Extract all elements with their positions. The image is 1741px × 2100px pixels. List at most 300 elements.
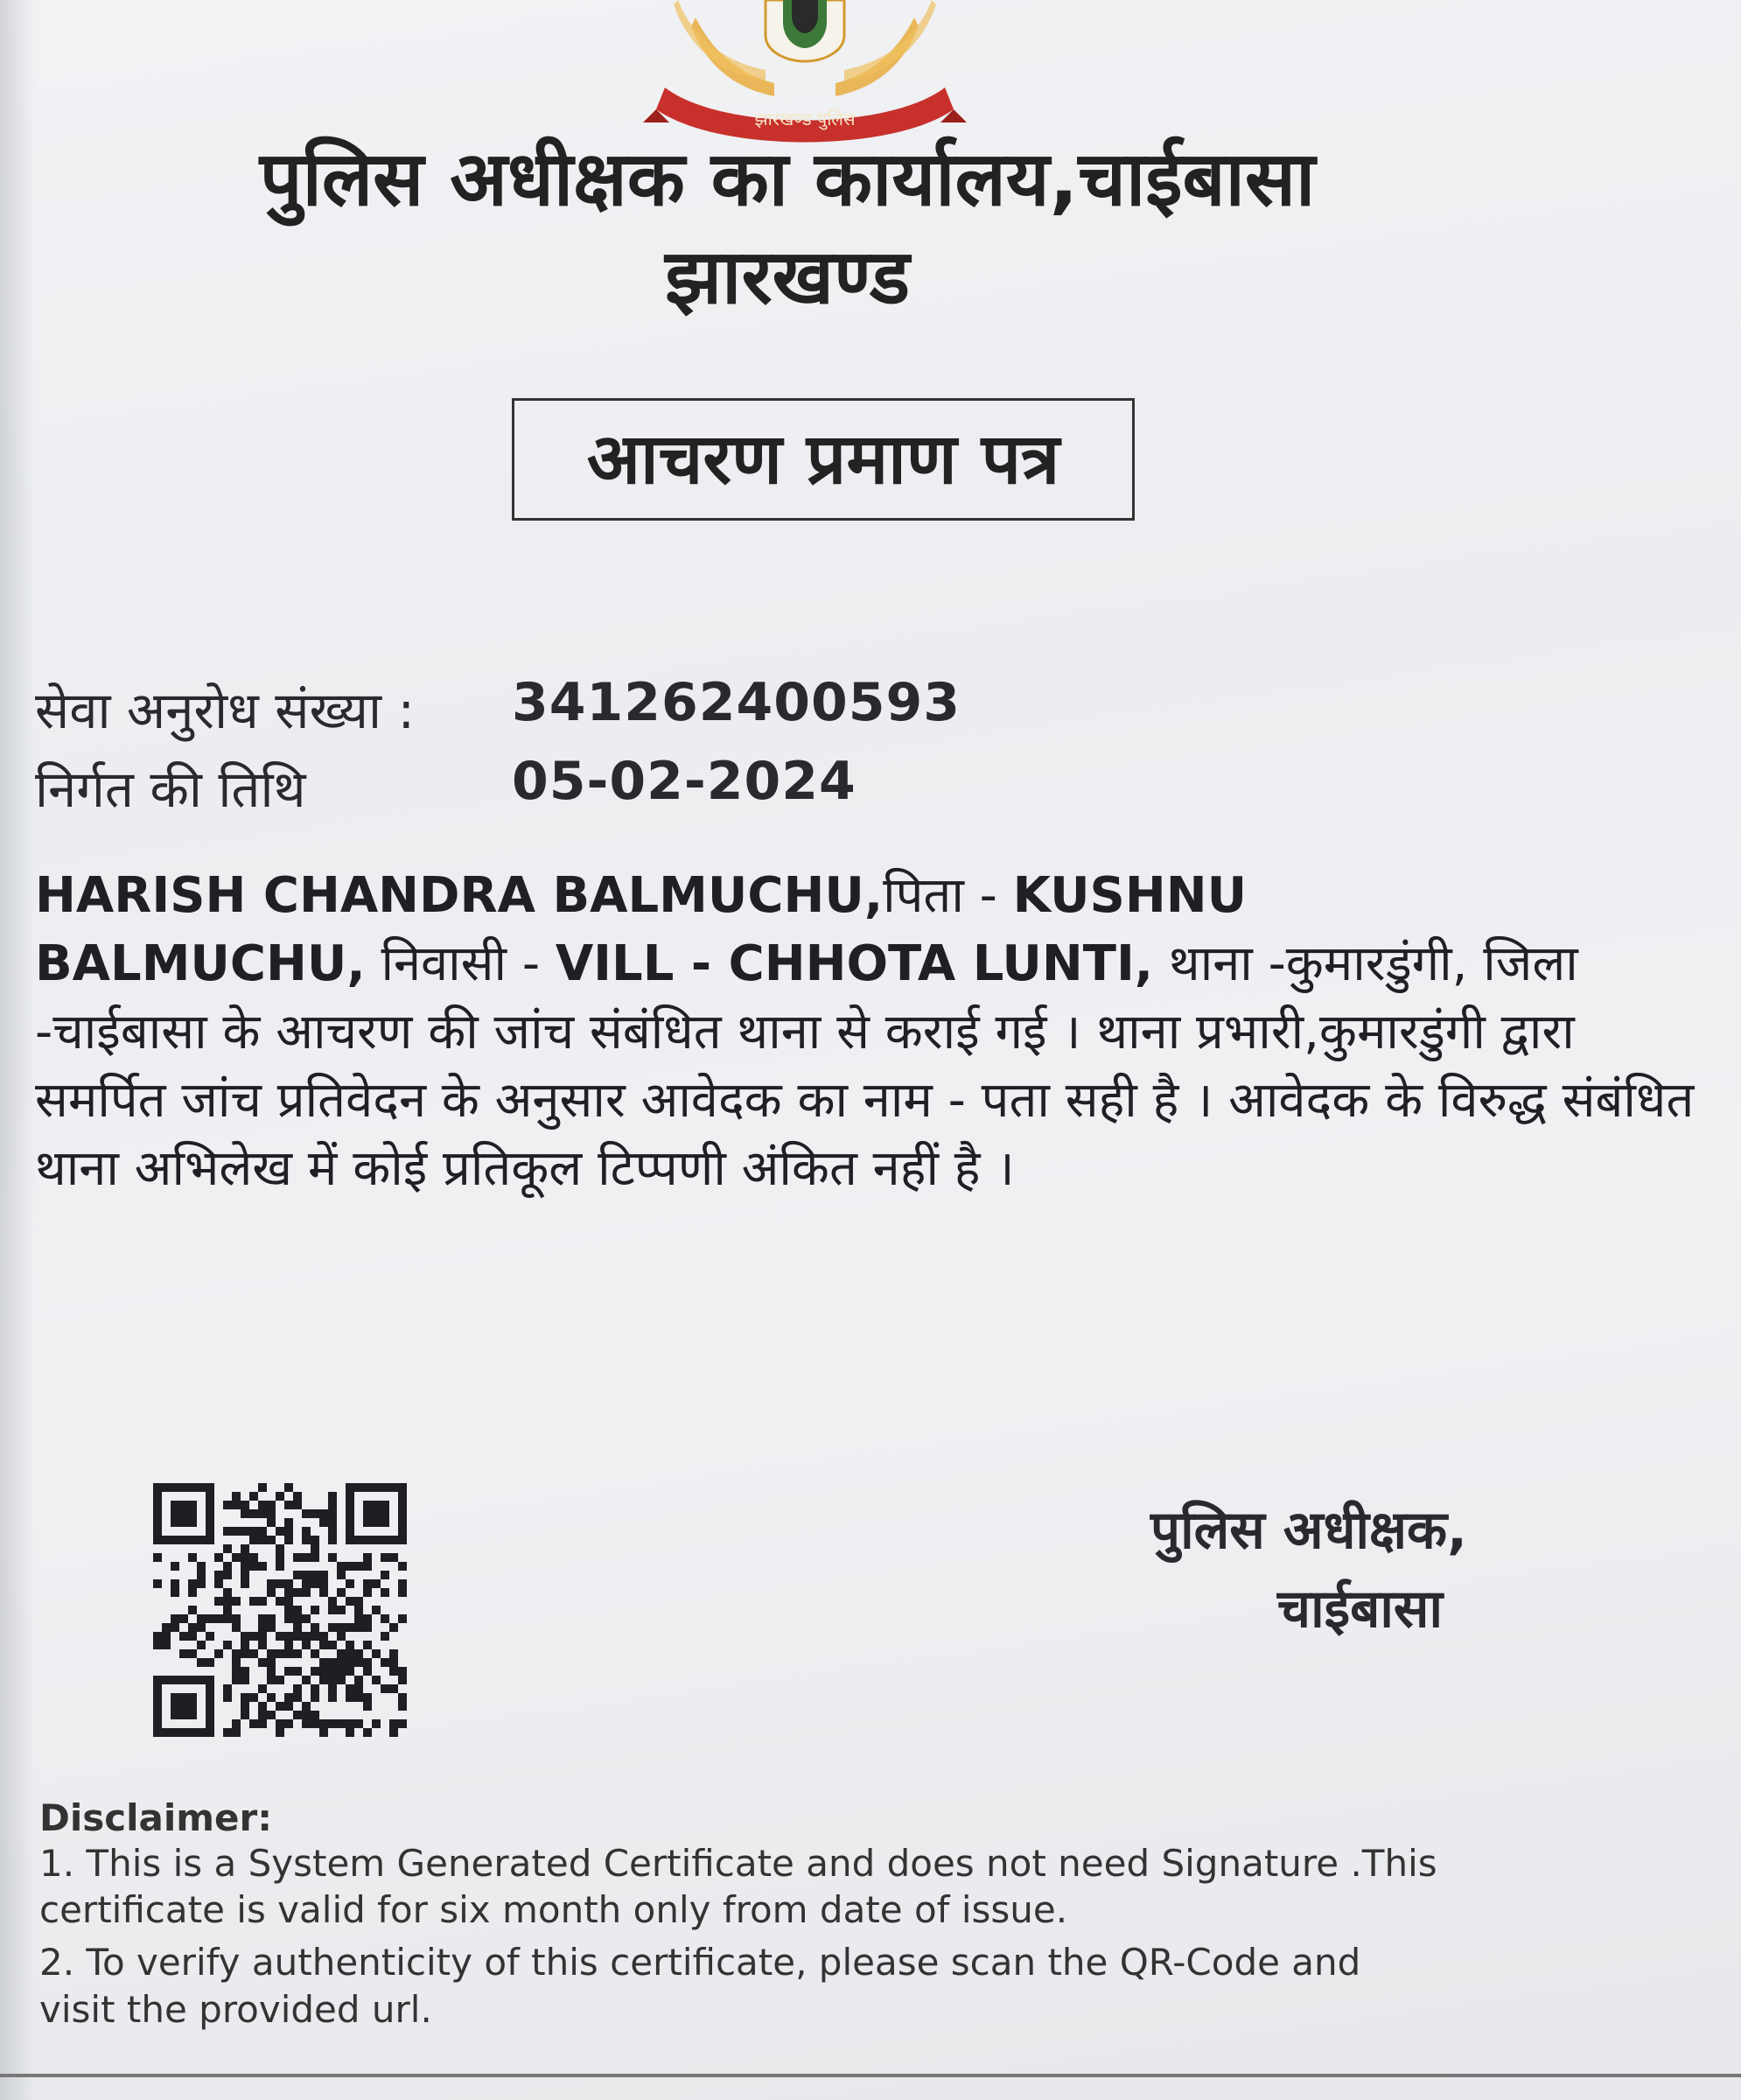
qr-module <box>328 1553 337 1562</box>
qr-module <box>249 1492 258 1501</box>
qr-module <box>223 1597 232 1606</box>
qr-module <box>389 1667 398 1676</box>
qr-module <box>398 1702 407 1711</box>
qr-module <box>363 1702 372 1711</box>
qr-module <box>328 1501 337 1509</box>
qr-module <box>276 1527 284 1536</box>
qr-module <box>258 1483 267 1492</box>
qr-module <box>171 1483 179 1492</box>
certificate-title: आचरण प्रमाण पत्र <box>512 398 1135 521</box>
qr-module <box>188 1711 197 1719</box>
office-title: पुलिस अधीक्षक का कार्यालय,चाईबासा <box>259 136 1316 223</box>
qr-module <box>188 1649 197 1658</box>
qr-module <box>372 1579 381 1588</box>
qr-module <box>346 1501 354 1509</box>
qr-module <box>311 1544 319 1553</box>
qr-module <box>328 1509 337 1518</box>
qr-module <box>197 1641 206 1649</box>
qr-module <box>162 1641 171 1649</box>
qr-module <box>354 1719 363 1728</box>
qr-module <box>223 1527 232 1536</box>
qr-module <box>319 1518 328 1527</box>
qr-module <box>188 1606 197 1614</box>
qr-module <box>319 1658 328 1667</box>
qr-module <box>381 1571 389 1579</box>
qr-module <box>153 1684 162 1693</box>
qr-module <box>346 1562 354 1571</box>
qr-module <box>171 1676 179 1684</box>
qr-module <box>179 1649 188 1658</box>
qr-module <box>162 1728 171 1737</box>
qr-module <box>354 1606 363 1614</box>
qr-module <box>153 1728 162 1737</box>
qr-module <box>381 1632 389 1641</box>
qr-module <box>267 1536 276 1544</box>
qr-module <box>346 1684 354 1693</box>
qr-module <box>197 1483 206 1492</box>
father-name-part1: KUSHNU <box>1012 867 1248 924</box>
qr-module <box>241 1571 249 1579</box>
qr-module <box>232 1658 241 1667</box>
issue-date: 05-02-2024 <box>512 751 857 812</box>
disclaimer-line-3: 2. To verify authenticity of this certificate, please scan the QR-Code and <box>39 1941 1361 1984</box>
qr-module <box>232 1492 241 1501</box>
qr-module <box>232 1719 241 1728</box>
qr-module <box>372 1509 381 1518</box>
qr-module <box>188 1676 197 1684</box>
qr-module <box>153 1553 162 1562</box>
qr-module <box>171 1562 179 1571</box>
qr-module <box>293 1693 302 1702</box>
qr-module <box>267 1614 276 1623</box>
qr-module <box>293 1632 302 1641</box>
qr-module <box>267 1658 276 1667</box>
qr-module <box>197 1623 206 1632</box>
qr-module <box>206 1501 214 1509</box>
qr-module <box>363 1588 372 1597</box>
qr-module <box>328 1623 337 1632</box>
qr-module <box>319 1719 328 1728</box>
qr-module <box>206 1693 214 1702</box>
qr-module <box>293 1684 302 1693</box>
qr-module <box>241 1693 249 1702</box>
village: VILL - CHHOTA LUNTI, <box>555 935 1154 992</box>
qr-module <box>179 1536 188 1544</box>
qr-module <box>284 1614 293 1623</box>
qr-module <box>153 1536 162 1544</box>
qr-module <box>214 1571 223 1579</box>
qr-module <box>241 1641 249 1649</box>
qr-module <box>197 1562 206 1571</box>
qr-module <box>337 1623 346 1632</box>
qr-module <box>293 1553 302 1562</box>
qr-module <box>267 1693 276 1702</box>
qr-module <box>398 1562 407 1571</box>
qr-module <box>293 1711 302 1719</box>
qr-module <box>206 1614 214 1623</box>
qr-module <box>328 1658 337 1667</box>
qr-module <box>179 1483 188 1492</box>
qr-module <box>249 1536 258 1544</box>
qr-module <box>162 1676 171 1684</box>
qr-module <box>258 1527 267 1536</box>
qr-module <box>389 1623 398 1632</box>
qr-module <box>267 1501 276 1509</box>
qr-module <box>311 1579 319 1588</box>
qr-module <box>398 1693 407 1702</box>
certificate-body <box>35 862 1697 1203</box>
qr-module <box>232 1597 241 1606</box>
qr-module <box>188 1579 197 1588</box>
qr-module <box>337 1667 346 1676</box>
disclaimer-heading: Disclaimer: <box>39 1796 273 1839</box>
qr-module <box>398 1501 407 1509</box>
qr-module <box>346 1658 354 1667</box>
qr-module <box>398 1527 407 1536</box>
qr-module <box>319 1676 328 1684</box>
qr-module <box>372 1676 381 1684</box>
qr-module <box>197 1676 206 1684</box>
qr-module <box>223 1606 232 1614</box>
qr-module <box>171 1588 179 1597</box>
qr-module <box>171 1702 179 1711</box>
qr-module <box>276 1562 284 1571</box>
qr-module <box>346 1579 354 1588</box>
qr-module <box>284 1649 293 1658</box>
signatory-place: चाईबासा <box>1277 1578 1443 1640</box>
qr-module <box>346 1509 354 1518</box>
qr-module <box>293 1588 302 1597</box>
applicant-name: HARISH CHANDRA BALMUCHU, <box>35 867 884 924</box>
qr-module <box>319 1667 328 1676</box>
qr-module <box>249 1632 258 1641</box>
qr-module <box>153 1711 162 1719</box>
qr-module <box>258 1623 267 1632</box>
qr-module <box>267 1676 276 1684</box>
qr-module <box>214 1553 223 1562</box>
qr-module <box>197 1571 206 1579</box>
qr-module <box>179 1693 188 1702</box>
qr-module <box>346 1623 354 1632</box>
qr-module <box>214 1649 223 1658</box>
qr-module <box>276 1719 284 1728</box>
qr-module <box>284 1641 293 1649</box>
qr-module <box>372 1649 381 1658</box>
signatory-designation: पुलिस अधीक्षक, <box>1150 1500 1467 1561</box>
qr-module <box>267 1667 276 1676</box>
qr-module <box>319 1632 328 1641</box>
qr-module <box>241 1527 249 1536</box>
qr-module <box>267 1649 276 1658</box>
qr-module <box>346 1667 354 1676</box>
qr-module <box>162 1536 171 1544</box>
qr-module <box>241 1501 249 1509</box>
qr-module <box>171 1509 179 1518</box>
qr-module <box>319 1588 328 1597</box>
qr-module <box>354 1483 363 1492</box>
qr-module <box>311 1606 319 1614</box>
qr-module <box>346 1536 354 1544</box>
qr-module <box>337 1571 346 1579</box>
qr-module <box>284 1719 293 1728</box>
disclaimer-line-2: certificate is valid for six month only from date of issue. <box>39 1888 1068 1931</box>
qr-module <box>302 1527 311 1536</box>
qr-module <box>328 1536 337 1544</box>
qr-module <box>328 1597 337 1606</box>
qr-module <box>179 1632 188 1641</box>
qr-module <box>206 1483 214 1492</box>
qr-module <box>293 1492 302 1501</box>
qr-module <box>328 1641 337 1649</box>
qr-module <box>337 1562 346 1571</box>
qr-module <box>153 1579 162 1588</box>
qr-module <box>311 1632 319 1641</box>
qr-module <box>232 1623 241 1632</box>
qr-module <box>354 1658 363 1667</box>
qr-module <box>311 1719 319 1728</box>
qr-module <box>232 1614 241 1623</box>
qr-module <box>258 1597 267 1606</box>
qr-module <box>319 1571 328 1579</box>
qr-module <box>249 1553 258 1562</box>
qr-module <box>381 1536 389 1544</box>
qr-module <box>389 1649 398 1658</box>
qr-module <box>249 1649 258 1658</box>
qr-module <box>171 1614 179 1623</box>
qr-module <box>197 1658 206 1667</box>
qr-module <box>293 1501 302 1509</box>
qr-module <box>267 1579 276 1588</box>
qr-module <box>188 1702 197 1711</box>
qr-module <box>241 1667 249 1676</box>
qr-module <box>179 1501 188 1509</box>
qr-module <box>249 1719 258 1728</box>
qr-module <box>363 1728 372 1737</box>
qr-module <box>197 1614 206 1623</box>
qr-module <box>206 1719 214 1728</box>
qr-module <box>188 1518 197 1527</box>
qr-module <box>363 1553 372 1562</box>
qr-module <box>223 1588 232 1597</box>
qr-module <box>363 1693 372 1702</box>
qr-module <box>363 1667 372 1676</box>
qr-module <box>223 1571 232 1579</box>
qr-module <box>284 1483 293 1492</box>
qr-module <box>381 1483 389 1492</box>
qr-module <box>354 1676 363 1684</box>
verification-qr-code[interactable] <box>153 1483 407 1737</box>
qr-module <box>311 1667 319 1676</box>
qr-module <box>354 1536 363 1544</box>
qr-module <box>328 1518 337 1527</box>
qr-module <box>381 1658 389 1667</box>
qr-module <box>389 1684 398 1693</box>
qr-module <box>276 1728 284 1737</box>
qr-module <box>258 1501 267 1509</box>
qr-module <box>223 1501 232 1509</box>
qr-module <box>328 1719 337 1728</box>
qr-module <box>363 1483 372 1492</box>
qr-module <box>171 1693 179 1702</box>
qr-module <box>188 1553 197 1562</box>
qr-module <box>319 1509 328 1518</box>
qr-module <box>389 1728 398 1737</box>
qr-module <box>171 1711 179 1719</box>
qr-module <box>302 1509 311 1518</box>
qr-module <box>381 1518 389 1527</box>
qr-module <box>284 1588 293 1597</box>
qr-module <box>276 1649 284 1658</box>
qr-module <box>171 1536 179 1544</box>
qr-module <box>232 1728 241 1737</box>
qr-module <box>381 1588 389 1597</box>
qr-module <box>179 1702 188 1711</box>
qr-module <box>206 1518 214 1527</box>
qr-module <box>232 1553 241 1562</box>
qr-module <box>206 1527 214 1536</box>
qr-module <box>363 1623 372 1632</box>
qr-module <box>232 1649 241 1658</box>
qr-module <box>363 1509 372 1518</box>
qr-module <box>241 1632 249 1641</box>
qr-module <box>258 1684 267 1693</box>
qr-module <box>381 1614 389 1623</box>
qr-module <box>188 1728 197 1737</box>
qr-module <box>346 1693 354 1702</box>
qr-module <box>293 1571 302 1579</box>
qr-module <box>284 1527 293 1536</box>
qr-module <box>372 1518 381 1527</box>
qr-module <box>206 1632 214 1641</box>
qr-module <box>354 1562 363 1571</box>
qr-module <box>284 1702 293 1711</box>
qr-module <box>363 1536 372 1544</box>
qr-module <box>311 1649 319 1658</box>
qr-module <box>276 1544 284 1553</box>
qr-module <box>206 1676 214 1684</box>
qr-module <box>398 1667 407 1676</box>
qr-module <box>223 1614 232 1623</box>
qr-module <box>206 1702 214 1711</box>
qr-module <box>258 1641 267 1649</box>
qr-module <box>381 1509 389 1518</box>
qr-module <box>241 1544 249 1553</box>
qr-module <box>188 1623 197 1632</box>
qr-module <box>398 1588 407 1597</box>
qr-module <box>372 1501 381 1509</box>
qr-module <box>276 1492 284 1501</box>
qr-module <box>398 1536 407 1544</box>
qr-module <box>311 1536 319 1544</box>
qr-module <box>249 1597 258 1606</box>
qr-module <box>363 1518 372 1527</box>
qr-module <box>346 1483 354 1492</box>
qr-module <box>267 1623 276 1632</box>
qr-module <box>319 1728 328 1737</box>
qr-module <box>346 1641 354 1649</box>
qr-module <box>284 1667 293 1676</box>
qr-module <box>363 1641 372 1649</box>
qr-module <box>398 1518 407 1527</box>
qr-module <box>381 1553 389 1562</box>
qr-module <box>249 1693 258 1702</box>
qr-module <box>188 1632 197 1641</box>
qr-module <box>223 1544 232 1553</box>
qr-module <box>241 1676 249 1684</box>
qr-module <box>328 1606 337 1614</box>
qr-module <box>153 1483 162 1492</box>
qr-module <box>206 1711 214 1719</box>
qr-module <box>179 1711 188 1719</box>
jharkhand-police-emblem <box>643 0 967 149</box>
qr-module <box>311 1553 319 1562</box>
qr-module <box>284 1518 293 1527</box>
resident-label: निवासी - <box>381 935 541 992</box>
qr-module <box>276 1553 284 1562</box>
qr-module <box>153 1641 162 1649</box>
qr-module <box>328 1667 337 1676</box>
state-title: झारखण्ड <box>665 234 910 321</box>
qr-module <box>249 1509 258 1518</box>
qr-module <box>346 1719 354 1728</box>
qr-module <box>206 1728 214 1737</box>
qr-module <box>346 1728 354 1737</box>
qr-module <box>311 1571 319 1579</box>
qr-module <box>267 1509 276 1518</box>
qr-module <box>346 1518 354 1527</box>
qr-module <box>346 1649 354 1658</box>
qr-module <box>214 1597 223 1606</box>
qr-module <box>302 1553 311 1562</box>
qr-module <box>276 1597 284 1606</box>
qr-module <box>328 1684 337 1693</box>
qr-module <box>311 1711 319 1719</box>
qr-module <box>311 1684 319 1693</box>
qr-module <box>398 1509 407 1518</box>
qr-module <box>162 1483 171 1492</box>
qr-module <box>311 1623 319 1632</box>
qr-module <box>354 1693 363 1702</box>
qr-module <box>179 1518 188 1527</box>
qr-module <box>389 1553 398 1562</box>
qr-module <box>363 1658 372 1667</box>
qr-module <box>328 1676 337 1684</box>
qr-module <box>258 1719 267 1728</box>
qr-module <box>372 1536 381 1544</box>
qr-module <box>346 1492 354 1501</box>
qr-module <box>337 1649 346 1658</box>
qr-module <box>276 1579 284 1588</box>
qr-module <box>171 1623 179 1632</box>
service-request-label: सेवा अनुरोध संख्या : <box>35 681 416 740</box>
qr-module <box>276 1702 284 1711</box>
qr-module <box>223 1641 232 1649</box>
qr-module <box>249 1527 258 1536</box>
qr-module <box>311 1509 319 1518</box>
qr-module <box>258 1562 267 1571</box>
qr-module <box>179 1614 188 1623</box>
father-name-part2: BALMUCHU, <box>35 935 366 992</box>
qr-module <box>206 1658 214 1667</box>
qr-module <box>398 1579 407 1588</box>
qr-module <box>346 1597 354 1606</box>
service-request-number: 341262400593 <box>512 672 961 733</box>
qr-module <box>241 1702 249 1711</box>
qr-module <box>302 1676 311 1684</box>
qr-module <box>197 1579 206 1588</box>
qr-module <box>197 1728 206 1737</box>
disclaimer-line-1: 1. This is a System Generated Certificate and does not need Signature .This <box>39 1842 1437 1885</box>
